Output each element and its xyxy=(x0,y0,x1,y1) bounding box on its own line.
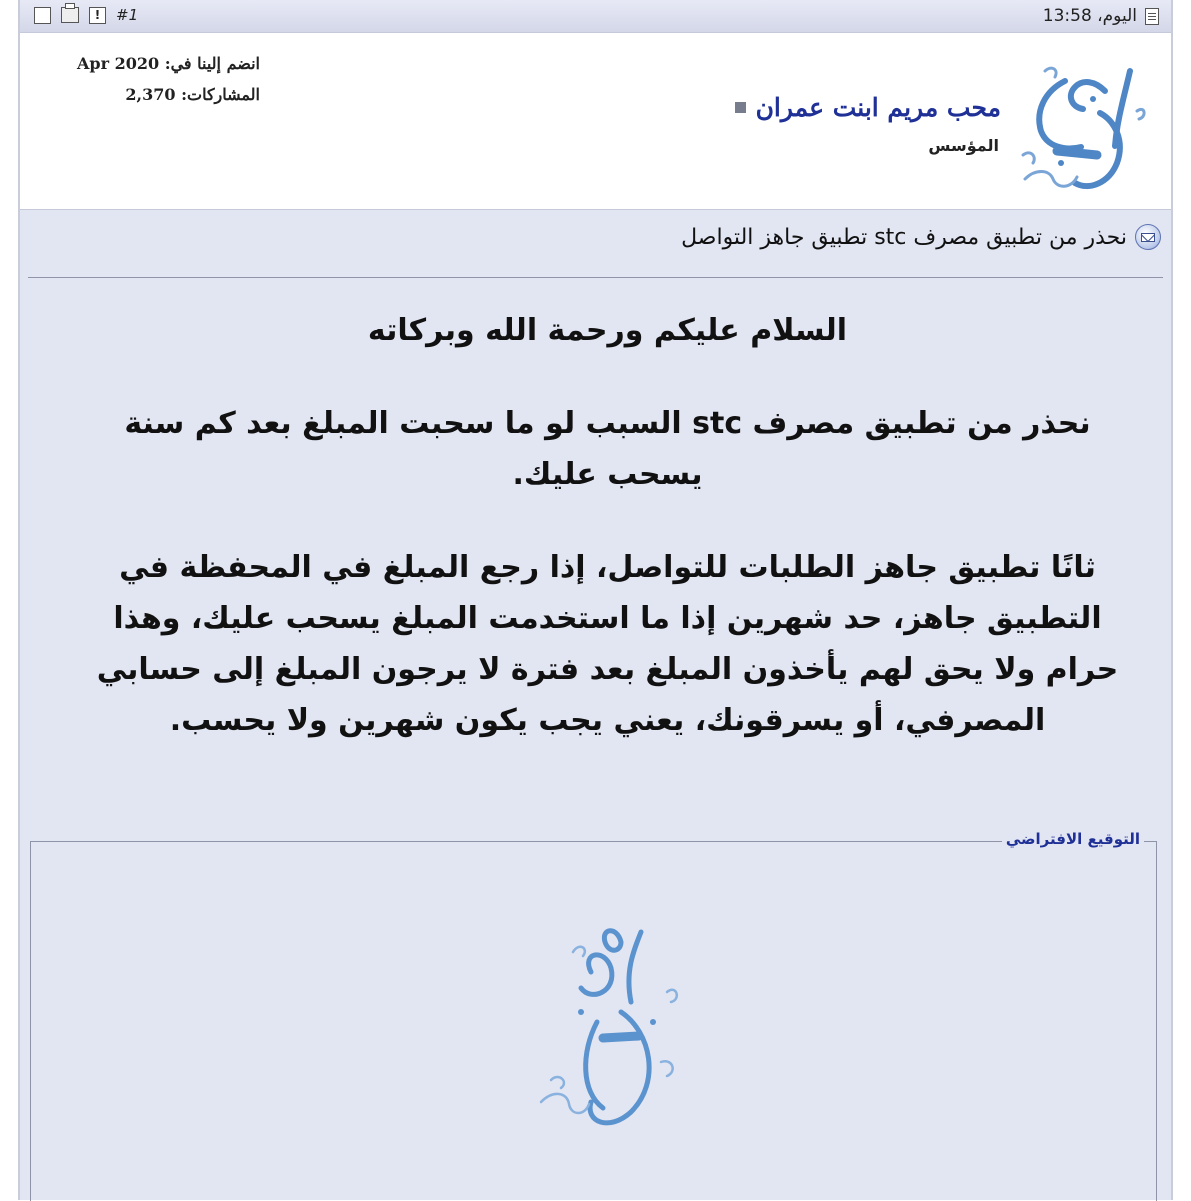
post-title-text: نحذر من تطبيق مصرف stc تطبيق جاهز التواصل xyxy=(681,224,1127,250)
mail-icon xyxy=(1135,224,1161,250)
title-divider xyxy=(28,277,1163,278)
post-greeting: السلام عليكم ورحمة الله وبركاته xyxy=(367,313,848,348)
join-date-label: انضم إلينا في: xyxy=(164,54,260,73)
signature-legend: التوقيع الافتراضي xyxy=(1002,830,1144,848)
offline-status-icon xyxy=(735,102,746,113)
user-stats xyxy=(30,48,260,110)
user-title: المؤسس xyxy=(928,136,999,155)
post-paragraph-2: ثانًا تطبيق جاهز الطلبات للتواصل، إذا رجع المبلغ في المحفظة في التطبيق جاهز، حد شهرين إذا ما استخدمت المبلغ يسحب عليك، وهذا حرام ولا يحق لهم يأخذون المبلغ بعد فترة لا يرجون المبلغ إلى حسابي المصرفي، أو يسرقونك، يعني يجب يكون شهرين ولا يحسب. xyxy=(96,550,1119,738)
user-info-panel xyxy=(20,33,1171,210)
document-icon xyxy=(1145,8,1159,25)
signature-calligraphy-image xyxy=(521,912,701,1142)
maryam-calligraphy-logo[interactable] xyxy=(1005,51,1153,201)
post-content xyxy=(80,305,1135,746)
post-count-label: المشاركات: xyxy=(181,85,260,104)
post-timestamp xyxy=(1043,6,1159,26)
signature-box xyxy=(30,830,1157,1201)
post-header-bar xyxy=(20,0,1171,33)
join-date-row xyxy=(30,48,260,79)
post-title xyxy=(681,224,1161,250)
post-frame xyxy=(18,0,1173,1200)
report-icon[interactable]: ! xyxy=(89,7,106,24)
post-number-link[interactable]: #1 xyxy=(116,6,139,24)
post-paragraph-1: نحذر من تطبيق مصرف stc السبب لو ما سحبت المبلغ بعد كم سنة يسحب عليك. xyxy=(124,406,1091,492)
username-link[interactable] xyxy=(735,93,1001,122)
post-body xyxy=(20,210,1171,1200)
checkbox-icon[interactable] xyxy=(34,7,51,24)
post-time: اليوم، 13:58 xyxy=(1042,6,1137,26)
print-icon[interactable] xyxy=(61,7,79,23)
post-tools xyxy=(34,6,138,24)
username-text[interactable]: محب مريم ابنت عمران xyxy=(755,93,1001,122)
join-date-value: Apr 2020 xyxy=(76,54,160,73)
post-count-row xyxy=(30,79,260,110)
post-count-value: 2,370 xyxy=(125,85,176,104)
